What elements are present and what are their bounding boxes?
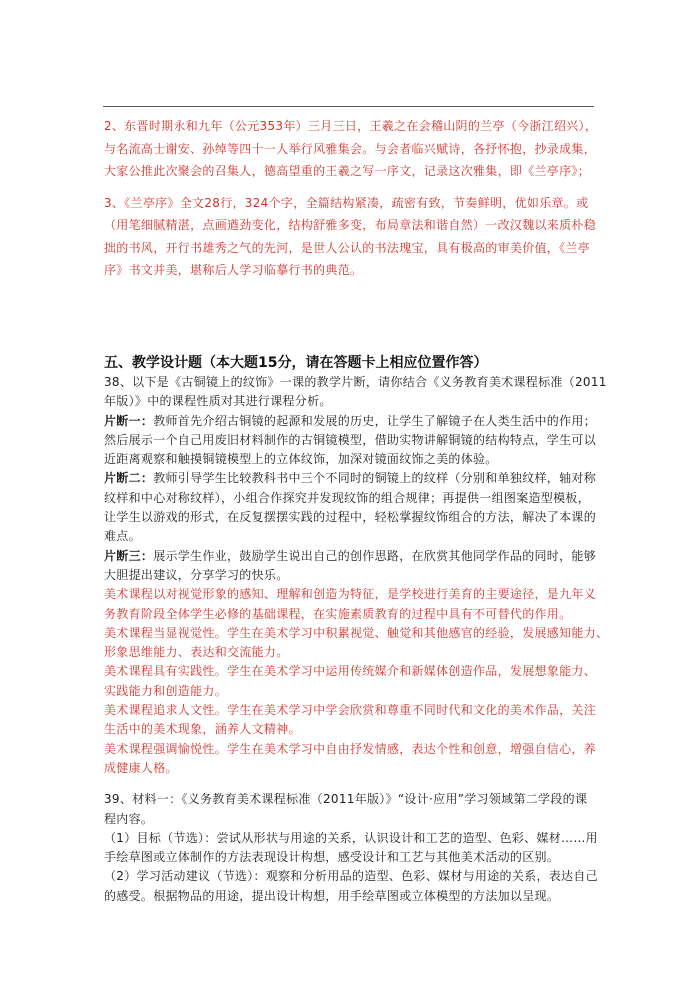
text-line: 大胆提出建议，分享学习的快乐。 bbox=[104, 567, 289, 582]
header-rule bbox=[103, 106, 594, 107]
answer-line: 形象思维能力、表达和交流能力。 bbox=[104, 645, 289, 660]
question-text: 39、材料一：《义务教育美术课程标准（2011年版）》“设计·应用”学习领域第二学段的课 bbox=[104, 792, 588, 807]
text-line: 近距离观察和触摸铜镜模型上的立体纹饰，加深对镜面纹饰之美的体验。 bbox=[104, 452, 498, 467]
answer-block-upper bbox=[104, 115, 598, 282]
text-line: 难点。 bbox=[104, 529, 141, 544]
fragment-label: 片断一： bbox=[104, 413, 154, 428]
text-line: 2、东晋时期永和九年（公元353年）三月三日，王羲之在会稽山阴的兰亭（今浙江绍兴）， bbox=[104, 119, 598, 133]
answer-line: 务教育阶段全体学生必修的基础课程，在实施素质教育的过程中具有不可替代的作用。 bbox=[104, 606, 572, 621]
text-line: 然后展示一个自己用废旧材料制作的古铜镜模型，借助实物讲解铜镜的结构特点，学生可以 bbox=[104, 432, 597, 447]
text-line: 大家公推此次聚会的召集人，德高望重的王羲之写一序文，记录这次雅集，即《兰亭序》； bbox=[104, 164, 591, 178]
text-line: 序》书文并美，堪称后人学习临摹行书的典范。 bbox=[104, 263, 363, 277]
answer-line: 实践能力和创造能力。 bbox=[104, 683, 228, 698]
question-text: （2）学习活动建议（节选）：观察和分析用品的造型、色彩、媒材与用途的关系，表达自己 bbox=[104, 869, 598, 884]
question-text: 程内容。 bbox=[104, 811, 154, 826]
text-line: 纹样和中心对称纹样），小组合作探究并发现纹饰的组合规律；再提供一组图案造型模板， bbox=[104, 490, 591, 505]
question-text: 手绘草图或立体制作的方法表现设计构想，感受设计和工艺与其他美术活动的区别。 bbox=[104, 850, 560, 865]
text-line: （用笔细腻精湛，点画遒劲变化，结构舒雅多变，布局章法和谐自然）一改汉魏以来质朴稳 bbox=[104, 218, 597, 232]
question-text: 的感受。根据物品的用途，提出设计构想，用手绘草图或立体模型的方法加以呈现。 bbox=[104, 888, 560, 903]
answer-line: 美术课程强调愉悦性。学生在美术学习中自由抒发情感，表达个性和创意，增强自信心，养 bbox=[104, 741, 597, 756]
text-line: 3、《兰亭序》全文28行，324个字，全篇结构紧凑，疏密有致，节奏鲜明，优如乐章。或 bbox=[104, 195, 589, 210]
text-line: 与名流高士谢安、孙绰等四十一人举行风雅集会。与会者临兴赋诗，各抒怀抱，抄录成集， bbox=[104, 141, 597, 156]
text-line: 拙的书风，开行书雄秀之气的先河，是世人公认的书法瑰宝，具有极高的审美价值，《兰亭 bbox=[104, 240, 591, 255]
fragment-label: 片断三： bbox=[104, 548, 154, 563]
fragment-3: 片断三：展示学生作业，鼓励学生说出自己的创作思路，在欣赏其他同学作品的同时，能够 bbox=[104, 548, 597, 563]
fragment-label: 片断二： bbox=[104, 471, 154, 486]
text-line: 让学生以游戏的形式，在反复摆摆实践的过程中，轻松掌握纹饰组合的方法，解决了本课的 bbox=[104, 510, 597, 525]
answer-line: 美术课程以对视觉形象的感知、理解和创造为特征，是学校进行美育的主要途径，是九年义 bbox=[104, 587, 597, 602]
answer-paragraph-3 bbox=[104, 192, 597, 282]
answer-line: 生活中的美术现象，涵养人文精神。 bbox=[104, 722, 301, 737]
answer-38 bbox=[104, 585, 609, 778]
question-39 bbox=[104, 790, 598, 906]
section-title: 五、教学设计题（本大题15分，请在答题卡上相应位置作答） bbox=[104, 355, 488, 371]
answer-line: 成健康人格。 bbox=[104, 760, 178, 775]
question-text: 38、以下是《古铜镜上的纹饰》一课的教学片断，请你结合《义务教育美术课程标准（2011 bbox=[104, 375, 607, 389]
answer-line: 美术课程具有实践性。学生在美术学习中运用传统媒介和新媒体创造作品，发展想象能力、 bbox=[104, 664, 597, 679]
fragment-2: 片断二：教师引导学生比较教科书中三个不同时的铜镜上的纹样（分别和单独纹样，轴对称 bbox=[104, 471, 597, 486]
answer-line: 美术课程追求人文性。学生在美术学习中学会欣赏和尊重不同时代和文化的美术作品，关注 bbox=[104, 703, 597, 718]
answer-paragraph-2 bbox=[104, 115, 598, 183]
answer-line: 美术课程当显视觉性。学生在美术学习中积累视觉、触觉和其他感官的经验，发展感知能力、 bbox=[104, 625, 609, 640]
question-text: （1）目标（节选）：尝试从形状与用途的关系，认识设计和工艺的造型、色彩、媒材……用 bbox=[104, 830, 598, 845]
question-38 bbox=[104, 373, 609, 906]
fragment-1: 片断一：教师首先介绍古铜镜的起源和发展的历史，让学生了解镜子在人类生活中的作用； bbox=[104, 413, 597, 428]
question-text: 年版）》中的课程性质对其进行课程分析。 bbox=[104, 394, 332, 409]
